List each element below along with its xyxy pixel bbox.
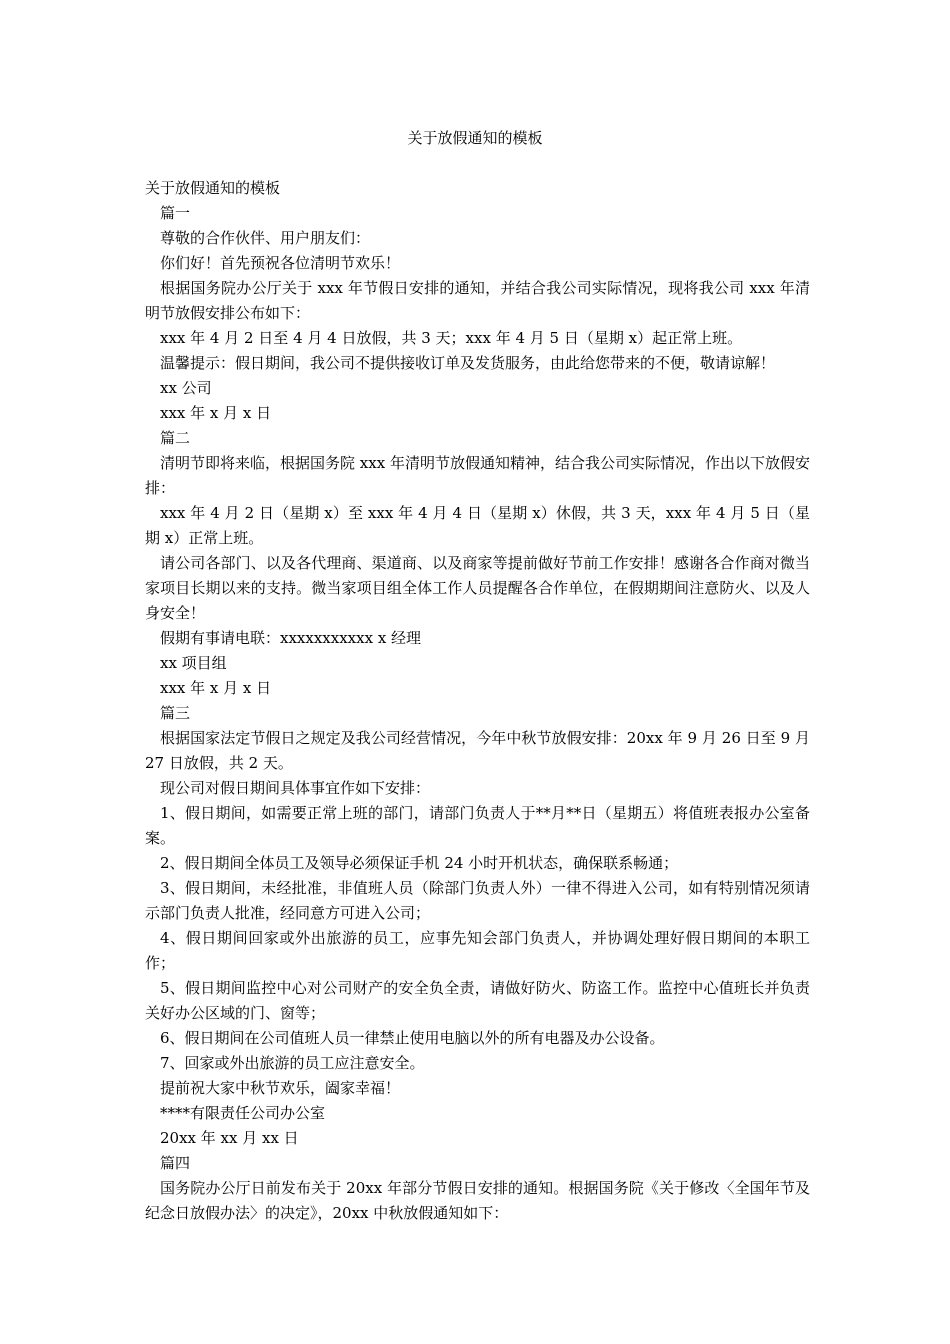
section-heading: 篇四: [160, 1154, 191, 1172]
list-item: 2、假日期间全体员工及领导必须保证手机 24 小时开机状态，确保联系畅通；: [160, 854, 679, 872]
signature-org: xx 项目组: [160, 654, 227, 672]
signature-date: xxx 年 x 月 x 日: [160, 404, 272, 422]
section-heading: 篇一: [160, 204, 191, 222]
document-body: [145, 176, 810, 1226]
list-item: 3、假日期间，未经批准，非值班人员（除部门负责人外）一律不得进入公司，如有特别情况须请示部门负责人批准，经同意方可进入公司；: [145, 879, 810, 922]
paragraph: 你们好！首先预祝各位清明节欢乐！: [160, 254, 401, 272]
list-item: 7、回家或外出旅游的员工应注意安全。: [160, 1054, 425, 1072]
signature-date: 20xx 年 xx 月 xx 日: [160, 1129, 299, 1147]
paragraph: 请公司各部门、以及各代理商、渠道商、以及商家等提前做好节前工作安排！感谢各合作商对微当家项目长期以来的支持。微当家项目组全体工作人员提醒各合作单位，在假期期间注意防火、以及人身安全！: [145, 554, 810, 622]
section-heading: 篇三: [160, 704, 191, 722]
document-title: 关于放假通知的模板: [407, 129, 543, 147]
paragraph: 根据国务院办公厅关于 xxx 年节假日安排的通知，并结合我公司实际情况，现将我公司 xxx 年清明节放假安排公布如下：: [145, 279, 810, 322]
subtitle: 关于放假通知的模板: [145, 179, 281, 197]
list-item: 4、假日期间回家或外出旅游的员工，应事先知会部门负责人，并协调处理好假日期间的本职工作；: [145, 929, 810, 972]
paragraph: 清明节即将来临，根据国务院 xxx 年清明节放假通知精神，结合我公司实际情况，作出以下放假安排：: [145, 454, 810, 497]
list-item: 6、假日期间在公司值班人员一律禁止使用电脑以外的所有电器及办公设备。: [160, 1029, 665, 1047]
list-item: 5、假日期间监控中心对公司财产的安全负全责，请做好防火、防盗工作。监控中心值班长并负责关好办公区域的门、窗等；: [145, 979, 810, 1022]
signature-org: xx 公司: [160, 379, 212, 397]
paragraph: 国务院办公厅日前发布关于 20xx 年部分节假日安排的通知。根据国务院《关于修改〈全国年节及纪念日放假办法〉的决定》，20xx 中秋放假通知如下：: [145, 1179, 810, 1222]
paragraph: 提前祝大家中秋节欢乐，阖家幸福！: [160, 1079, 401, 1097]
section-heading: 篇二: [160, 429, 191, 447]
list-item: 1、假日期间，如需要正常上班的部门，请部门负责人于**月**日（星期五）将值班表报办公室备案。: [145, 804, 810, 847]
paragraph: xxx 年 4 月 2 日至 4 月 4 日放假，共 3 天；xxx 年 4 月 5 日（星期 x）起正常上班。: [160, 329, 743, 347]
paragraph: 根据国家法定节假日之规定及我公司经营情况，今年中秋节放假安排：20xx 年 9 月 26 日至 9 月 27 日放假，共 2 天。: [145, 729, 810, 772]
paragraph: xxx 年 4 月 2 日（星期 x）至 xxx 年 4 月 4 日（星期 x）休假，共 3 天，xxx 年 4 月 5 日（星期 x）正常上班。: [145, 504, 810, 547]
paragraph: 假期有事请电联：xxxxxxxxxxx x 经理: [160, 629, 422, 647]
paragraph: 温馨提示：假日期间，我公司不提供接收订单及发货服务，由此给您带来的不便，敬请谅解！: [160, 354, 776, 372]
signature-date: xxx 年 x 月 x 日: [160, 679, 272, 697]
signature-org: ****有限责任公司办公室: [160, 1104, 326, 1122]
paragraph: 现公司对假日期间具体事宜作如下安排：: [160, 779, 431, 797]
paragraph: 尊敬的合作伙伴、用户朋友们：: [160, 229, 371, 247]
